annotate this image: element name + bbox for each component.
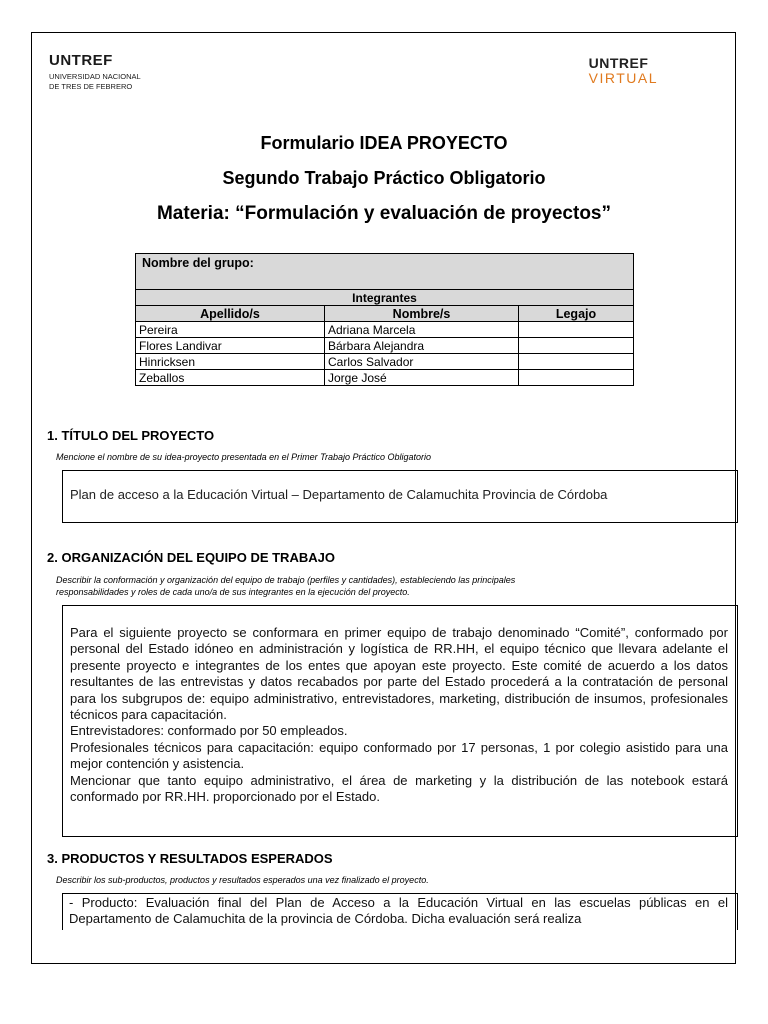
section2-note: Describir la conformación y organización del equipo de trabajo (perfiles y cantidades), estableciendo las principales responsabilidades y roles de cada uno/a de sus integrantes en la ejecución del proyecto. [56,575,516,597]
form-title: Formulario IDEA PROYECTO [260,133,508,153]
untref-logo [49,52,141,91]
subject-title: Materia: “Formulación y evaluación de proyectos” [156,203,611,224]
group-table [135,253,634,386]
table-row [136,370,634,386]
cell-nombre: Carlos Salvador [325,354,519,370]
untref-logo-subtitle: UNIVERSIDAD NACIONAL DE TRES DE FEBRERO [49,72,141,91]
section2-heading: 2. ORGANIZACIÓN DEL EQUIPO DE TRABAJO [47,550,335,565]
group-name-row [136,254,634,290]
table-row [136,322,634,338]
untref-virtual-logo-line2: VIRTUAL [588,70,658,86]
column-header-row [136,306,634,322]
products-box [62,893,738,930]
team-organization-box [62,605,738,837]
cell-legajo [519,370,634,386]
section1-heading: 1. TÍTULO DEL PROYECTO [47,428,215,443]
untref-logo-name: UNTREF [49,52,113,69]
cell-apellido: Hinricksen [136,354,325,370]
members-header: Integrantes [136,290,634,306]
team-paragraph: Mencionar que tanto equipo administrativo, el área de marketing y la distribución de las notebook estará conformado por RR.HH. proporcionado por el Estado. [70,772,728,805]
cell-nombre: Jorge José [325,370,519,386]
cell-legajo [519,322,634,338]
group-name-label: Nombre del grupo: [136,254,634,290]
team-paragraph: Para el siguiente proyecto se conformara en primer equipo de trabajo denominado “Comité”, conformado por personal del Estado idóneo en administración y logística de RR.HH, el equipo técnico que llevara adelante el presente proyecto e integrantes de los entes que apoyan este proyecto. Este comité de acuerdo a los datos resultantes de las entrevistas y datos recabados por parte del Estado procederá a la contratación de personal para los subgrupos de: equipo administrativo, entrevistadores, marketing, distribución de insumos, profesionales técnicos para capacitación. [70,625,728,723]
team-paragraph: Entrevistadores: conformado por 50 empleados. [70,723,348,739]
column-header-legajo: Legajo [519,306,634,322]
cell-legajo [519,354,634,370]
untref-virtual-logo [589,55,658,85]
products-text: - Producto: Evaluación final del Plan de Acceso a la Educación Virtual en las escuelas públicas en el Departamento de Calamuchita de la provincia de Córdoba. Dicha evaluación será realiza [69,895,728,927]
cell-apellido: Pereira [136,322,325,338]
untref-virtual-logo-line1: UNTREF [588,55,649,71]
cell-nombre: Adriana Marcela [325,322,519,338]
cell-legajo [519,338,634,354]
cell-apellido: Zeballos [136,370,325,386]
column-header-apellido: Apellido/s [136,306,325,322]
column-header-nombre: Nombre/s [325,306,519,322]
table-row [136,338,634,354]
section3-heading: 3. PRODUCTOS Y RESULTADOS ESPERADOS [47,851,333,866]
cell-nombre: Bárbara Alejandra [325,338,519,354]
cell-apellido: Flores Landivar [136,338,325,354]
form-subtitle: Segundo Trabajo Práctico Obligatorio [222,168,546,188]
table-row [136,354,634,370]
section3-note: Describir los sub-productos, productos y resultados esperados una vez finalizado el proyecto. [56,875,429,885]
project-title-text: Plan de acceso a la Educación Virtual – Departamento de Calamuchita Provincia de Córdoba [70,487,608,502]
team-paragraph: Profesionales técnicos para capacitación: equipo conformado por 17 personas, 1 por colegio asistido para una mejor contención y asistencia. [70,739,728,772]
project-title-box [62,470,738,523]
members-header-row [136,290,634,306]
section1-note: Mencione el nombre de su idea-proyecto presentada en el Primer Trabajo Práctico Obligatorio [56,452,432,462]
